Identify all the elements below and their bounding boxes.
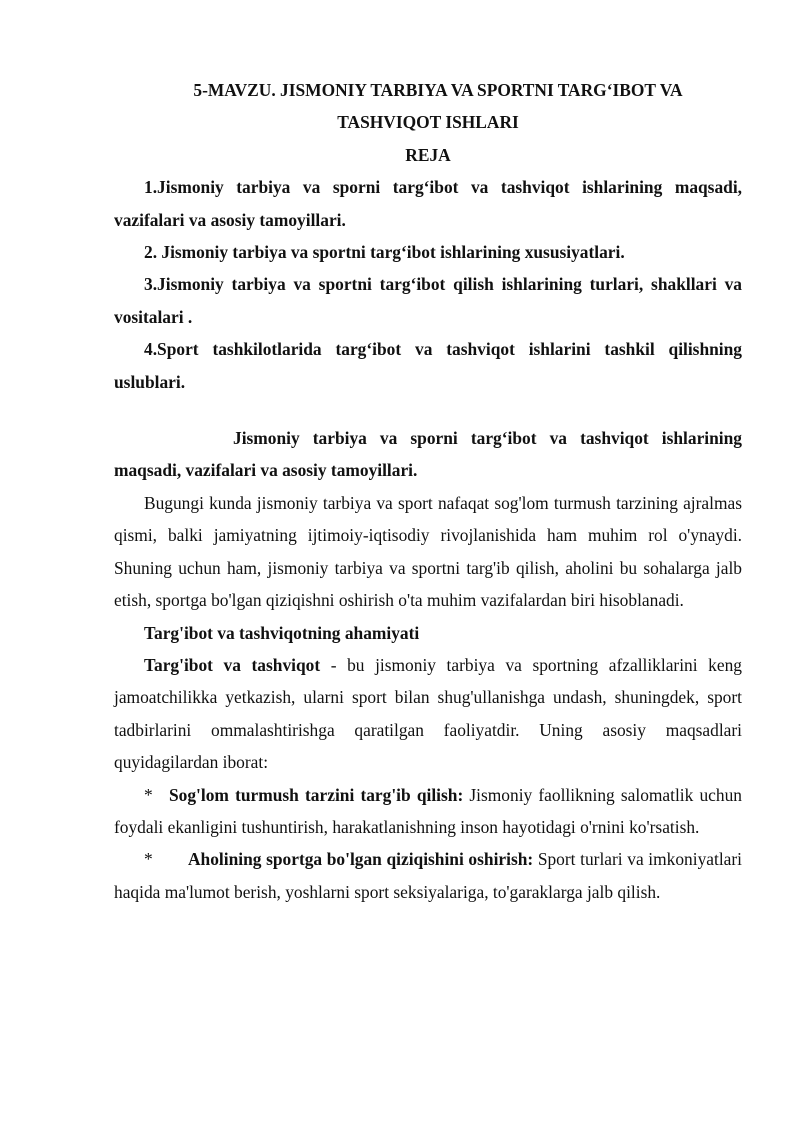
plan-item-1: 1.Jismoniy tarbiya va sporni targ‘ibot va tashviqot ishlarining maqsadi, vazifalari va asosiy tamoyillari. — [114, 177, 742, 230]
definition-text: - bu jismoniy tarbiya va sportning afzalliklarini keng jamoatchilikka yetkazish, ularni sport bilan shug'ullanishga undash, shuningdek, sport tadbirlarini ommalashtirishga qaratilgan faoliyatdir. Uning asosiy maqsadlari quyidagilardan iborat: — [114, 654, 742, 773]
intro-paragraph: Bugungi kunda jismoniy tarbiya va sport nafaqat sog'lom turmush tarzining ajralmas qismi, balki jamiyatning ijtimoiy-iqtisodiy rivojlanishida ham muhim rol o'ynaydi. Shuning uchun ham, jismoniy tarbiya va sportni targ'ib qilish, aholini bu sohalarga jalb etish, sportga bo'lgan qiziqishni oshirish o'ta muhim vazifalardan biri hisoblanadi. — [114, 492, 742, 611]
bullet-title: Sog'lom turmush tarzini targ'ib qilish: — [169, 784, 464, 805]
section-heading: Jismoniy tarbiya va sporni targ‘ibot va tashviqot ishlarining maqsadi, vazifalari va asosiy tamoyillari. — [114, 428, 742, 481]
bullet-item-2 — [114, 843, 742, 908]
spacer — [114, 398, 742, 422]
bullet-title: Aholining sportga bo'lgan qiziqishini oshirish: — [188, 849, 534, 870]
plan-item-3: 3.Jismoniy tarbiya va sportni targ‘ibot qilish ishlarining turlari, shakllari va vositalari . — [114, 274, 742, 327]
subheading: Targ'ibot va tashviqotning ahamiyati — [144, 622, 420, 643]
plan-heading: REJA — [405, 144, 451, 165]
bullet-marker: * — [144, 849, 153, 870]
bullet-text: Jismoniy faollikning salomatlik uchun foydali ekanligini tushuntirish, harakatlanishning inson hayotidagi o'rnini ko'rsatish. — [114, 784, 742, 837]
bullet-marker: * — [144, 784, 153, 805]
bullet-text: Sport turlari va imkoniyatlari haqida ma'lumot berish, yoshlarni sport seksiyalariga, to'garaklarga jalb qilish. — [114, 849, 742, 902]
document-title: 5-MAVZU. JISMONIY TARBIYA VA SPORTNI TARG‘IBOT VA — [193, 80, 683, 100]
bullet-item-1 — [114, 779, 742, 844]
definition-paragraph — [114, 649, 742, 779]
document-title-line2: TASHVIQOT ISHLARI — [337, 112, 519, 133]
definition-term: Targ'ibot va tashviqot — [144, 654, 321, 675]
plan-item-2: 2. Jismoniy tarbiya va sportni targ‘ibot ishlarining xususiyatlari. — [144, 242, 625, 263]
plan-item-4: 4.Sport tashkilotlarida targ‘ibot va tashviqot ishlarini tashkil qilishning uslublari. — [114, 339, 742, 392]
